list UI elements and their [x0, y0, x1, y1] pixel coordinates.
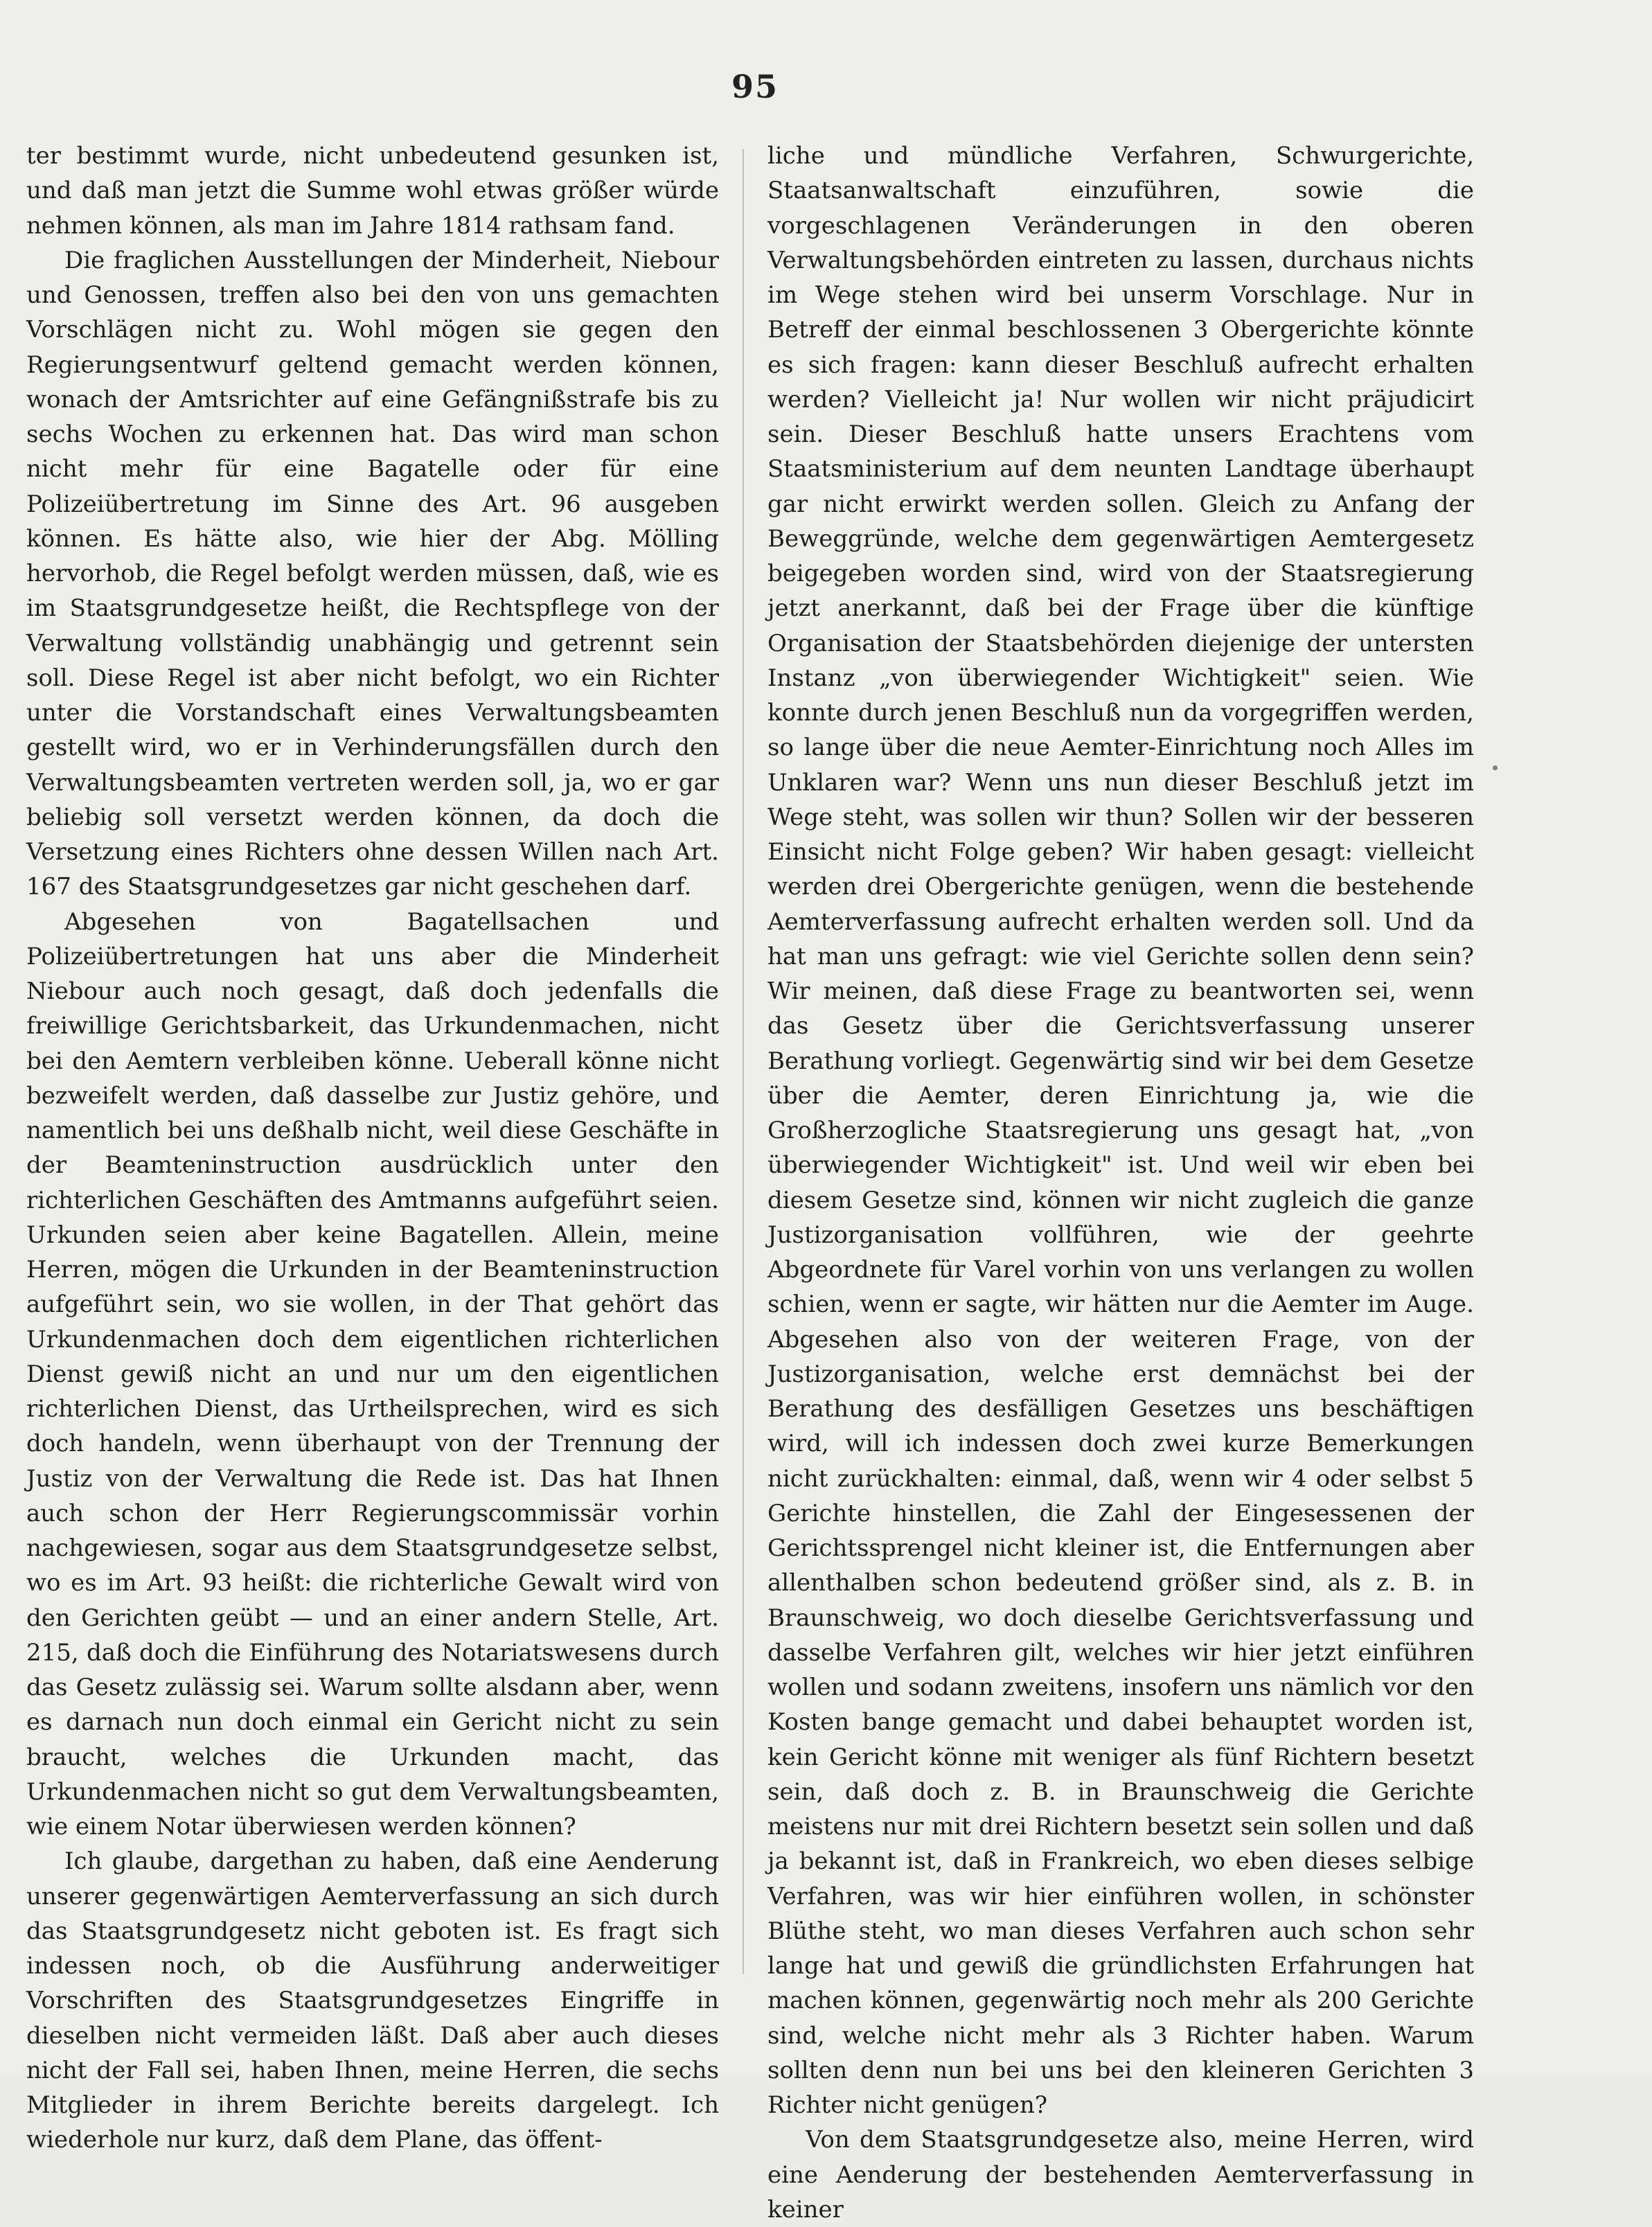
paragraph: Die fraglichen Ausstellungen der Minderheit, Niebour und Genossen, treffen also bei den von uns gemachten Vorschlägen nicht zu. Wohl mögen sie gegen den Regierungsentwurf geltend gemacht werden können, wonach der Amtsrichter auf eine Gefängnißstrafe bis zu sechs Wochen zu erkennen hat. Das wird man schon nicht mehr für eine Bagatelle oder für eine Polizeiübertretung im Sinne des Art. 96 ausgeben können. Es hätte also, wie hier der Abg. Mölling hervorhob, die Regel befolgt werden müssen, daß, wie es im Staatsgrundgesetze heißt, die Rechtspflege von der Verwaltung vollständig unabhängig und getrennt sein soll. Diese Regel ist aber nicht befolgt, wo ein Richter unter die Vorstandschaft eines Verwaltungsbeamten gestellt wird, wo er in Verhinderungsfällen durch den Verwaltungsbeamten vertreten werden soll, ja, wo er gar beliebig soll versetzt werden können, da doch die Versetzung eines Richters ohne dessen Willen nach Art. 167 des Staatsgrundgesetzes gar nicht geschehen darf. [26, 246, 719, 901]
paragraph-continuation: liche und mündliche Verfahren, Schwurgerichte, Staatsanwaltschaft einzuführen, sowie die vorgeschlagenen Veränderungen in den oberen Verwaltungsbehörden eintreten zu lassen, durchaus nichts im Wege stehen wird bei unserm Vorschlage. Nur in Betreff der einmal beschlossenen 3 Obergerichte könnte es sich fragen: kann dieser Beschluß aufrecht erhalten werden? Vielleicht ja! Nur wollen wir nicht präjudicirt sein. Dieser Beschluß hatte unsers Erachtens vom Staatsministerium auf dem neunten Landtage überhaupt gar nicht erwirkt werden sollen. Gleich zu Anfang der Beweggründe, welche dem gegenwärtigen Aemtergesetz beigegeben worden sind, wird von der Staatsregierung jetzt anerkannt, daß bei der Frage über die künftige Organisation der Staatsbehörden diejenige der untersten Instanz „von überwiegender Wichtigkeit" seien. Wie konnte durch jenen Beschluß nun da vorgegriffen werden, so lange über die neue Aemter-Einrichtung noch Alles im Unklaren war? Wenn uns nun dieser Beschluß jetzt im Wege steht, was sollen wir thun? Sollen wir der besseren Einsicht nicht Folge geben? Wir haben gesagt: vielleicht werden drei Obergerichte genügen, wenn die bestehende Aemterverfassung aufrecht erhalten werden soll. Und da hat man uns gefragt: wie viel Gerichte sollen denn sein? Wir meinen, daß diese Frage zu beantworten sei, wenn das Gesetz über die Gerichtsverfassung unserer Berathung vorliegt. Gegenwärtig sind wir bei dem Gesetze über die Aemter, deren Einrichtung ja, wie die Großherzogliche Staatsregierung uns gesagt hat, „von überwiegender Wichtigkeit" ist. Und weil wir eben bei diesem Gesetze sind, können wir nicht zugleich die ganze Justizorganisation vollführen, wie der geehrte Abgeordnete für Varel vorhin von uns verlangen zu wollen schien, wenn er sagte, wir hätten nur die Aemter im Auge. Abgesehen also von der weiteren Frage, von der Justizorganisation, welche erst demnächst bei der Berathung des desfälligen Gesetzes uns beschäftigen wird, will ich indessen doch zwei kurze Bemerkungen nicht zurückhalten: einmal, daß, wenn wir 4 oder selbst 5 Gerichte hinstellen, die Zahl der Eingesessenen der Gerichtssprengel nicht kleiner ist, die Entfernungen aber allenthalben schon bedeutend größer sind, als z. B. in Braunschweig, wo doch dieselbe Gerichtsverfassung und dasselbe Verfahren gilt, welches wir hier jetzt einführen wollen und sodann zweitens, insofern uns nämlich vor den Kosten bange gemacht und dabei behauptet worden ist, kein Gericht könne mit weniger als fünf Richtern besetzt sein, daß doch z. B. in Braunschweig die Gerichte meistens nur mit drei Richtern besetzt sein sollen und daß ja bekannt ist, daß in Frankreich, wo eben dieses selbige Verfahren, was wir hier einführen wollen, in schönster Blüthe steht, wo man dieses Verfahren auch schon sehr lange hat und gewiß die gründlichsten Erfahrungen hat machen können, gegenwärtig noch mehr als 200 Gerichte sind, welche nicht mehr als 3 Richter haben. Warum sollten denn nun bei uns bei den kleineren Gerichten 3 Richter nicht genügen? [767, 142, 1474, 2119]
paragraph-continuation: ter bestimmt wurde, nicht unbedeutend gesunken ist, und daß man jetzt die Summe wohl etwas größer würde nehmen können, als man im Jahre 1814 rathsam fand. [26, 142, 719, 240]
paragraph: Abgesehen von Bagatellsachen und Polizeiübertretungen hat uns aber die Minderheit Niebour auch noch gesagt, daß doch jedenfalls die freiwillige Gerichtsbarkeit, das Urkundenmachen, nicht bei den Aemtern verbleiben könne. Ueberall könne nicht bezweifelt werden, daß dasselbe zur Justiz gehöre, und namentlich bei uns deßhalb nicht, weil diese Geschäfte in der Beamteninstruction ausdrücklich unter den richterlichen Geschäften des Amtmanns aufgeführt seien. Urkunden seien aber keine Bagatellen. Allein, meine Herren, mögen die Urkunden in der Beamteninstruction aufgeführt sein, wo sie wollen, in der That gehört das Urkundenmachen doch dem eigentlichen richterlichen Dienst gewiß nicht an und nur um den eigentlichen richterlichen Dienst, das Urtheilsprechen, wird es sich doch handeln, wenn überhaupt von der Trennung der Justiz von der Verwaltung die Rede ist. Das hat Ihnen auch schon der Herr Regierungscommissär vorhin nachgewiesen, sogar aus dem Staatsgrundgesetze selbst, wo es im Art. 93 heißt: die richterliche Gewalt wird von den Gerichten geübt — und an einer andern Stelle, Art. 215, daß doch die Einführung des Notariatswesens durch das Gesetz zulässig sei. Warum sollte alsdann aber, wenn es darnach nun doch einmal ein Gericht nicht zu sein braucht, welches die Urkunden macht, das Urkundenmachen nicht so gut dem Verwaltungsbeamten, wie einem Notar überwiesen werden können? [26, 907, 719, 1840]
paragraph: Ich glaube, dargethan zu haben, daß eine Aenderung unserer gegenwärtigen Aemterverfassung an sich durch das Staatsgrundgesetz nicht geboten ist. Es fragt sich indessen noch, ob die Ausführung anderweitiger Vorschriften des Staatsgrundgesetzes Eingriffe in dieselben nicht vermeiden läßt. Daß aber auch dieses nicht der Fall sei, haben Ihnen, meine Herren, die sechs Mitglieder in ihrem Berichte bereits dargelegt. Ich wiederhole nur kurz, daß dem Plane, das öffent- [26, 1847, 719, 2154]
column-divider [743, 149, 744, 1974]
ink-speck [1493, 765, 1498, 770]
paragraph: Von dem Staatsgrundgesetze also, meine Herren, wird eine Aenderung der bestehenden Aemterverfassung in keiner [767, 2126, 1474, 2224]
page-number: 95 [731, 68, 779, 105]
left-text-column [26, 139, 719, 2158]
right-text-column [767, 139, 1474, 2227]
